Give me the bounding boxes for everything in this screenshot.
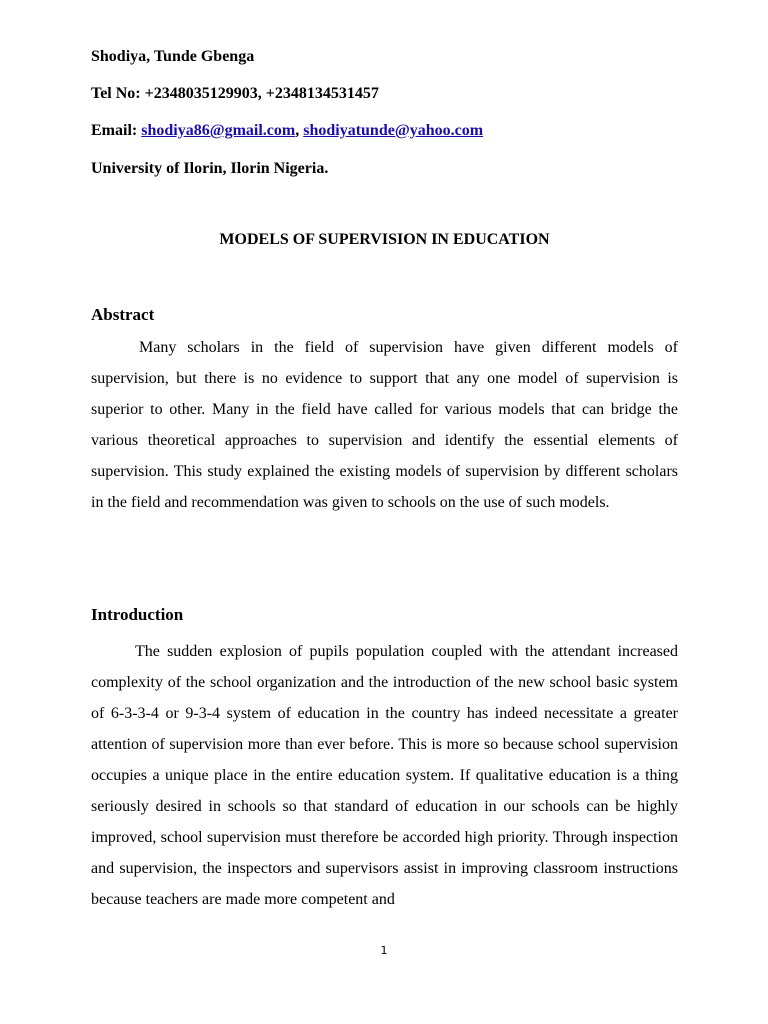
author-affiliation: University of Ilorin, Ilorin Nigeria.	[91, 160, 329, 177]
paper-title: MODELS OF SUPERVISION IN EDUCATION	[219, 231, 550, 248]
author-telephone: Tel No: +2348035129903, +2348134531457	[91, 85, 379, 102]
author-email-line	[91, 121, 483, 141]
email-link-gmail[interactable]: shodiya86@gmail.com	[141, 122, 296, 139]
page-number: 1	[380, 944, 388, 957]
abstract-heading: Abstract	[91, 305, 155, 324]
author-name: Shodiya, Tunde Gbenga	[91, 48, 255, 65]
email-separator: ,	[295, 122, 304, 139]
abstract-paragraph: Many scholars in the field of supervision have given different models of supervision, but there is no evidence to support that any one model of supervision is superior to other. Many in the field have called for various models that can bridge the various theoretical approaches to supervision and identify the essential elements of supervision. This study explained the existing models of supervision by different scholars in the field and recommendation was given to schools on the use of such models.	[91, 339, 678, 511]
email-link-yahoo[interactable]: shodiyatunde@yahoo.com	[303, 122, 484, 139]
email-label: Email:	[91, 122, 142, 139]
introduction-paragraph: The sudden explosion of pupils population coupled with the attendant increased complexity of the school organization and the introduction of the new school basic system of 6-3-3-4 or 9-3-4 system of education in the country has indeed necessitate a greater attention of supervision more than ever before. This is more so because school supervision occupies a unique place in the entire education system. If qualitative education is a thing seriously desired in schools so that standard of education in our schools can be highly improved, school supervision must therefore be accorded high priority. Through inspection and supervision, the inspectors and supervisors assist in improving classroom instructions because teachers are made more competent and	[91, 643, 678, 908]
introduction-heading: Introduction	[91, 605, 184, 624]
